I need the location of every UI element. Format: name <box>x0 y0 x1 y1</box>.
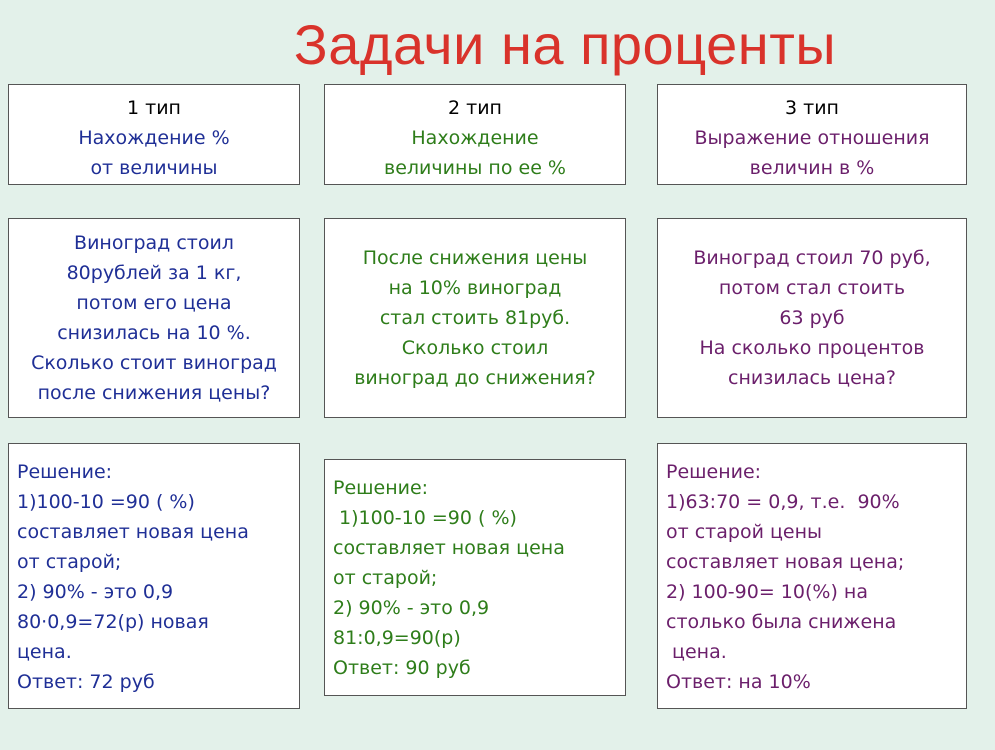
task-line: на 10% виноград <box>388 277 562 299</box>
task-line: виноград до снижения? <box>354 367 596 389</box>
type-label: 1 тип <box>127 97 181 119</box>
task-line: Виноград стоил <box>74 232 234 254</box>
solution-line: 1)63:70 = 0,9, т.е. 90% <box>666 491 900 513</box>
type-desc-line: Нахождение <box>411 127 539 149</box>
task-line: 63 руб <box>779 307 845 329</box>
solution-line: цена. <box>17 641 72 663</box>
solution-line: столько была снижена <box>666 611 897 633</box>
task-line: стал стоить 81руб. <box>379 307 571 329</box>
type-header-1 <box>8 84 300 185</box>
type-desc-line: величин в % <box>749 157 875 179</box>
task-line: На сколько процентов <box>699 337 925 359</box>
solution-line: 80·0,9=72(р) новая <box>17 611 209 633</box>
solution-box-2 <box>324 459 626 696</box>
type-desc-line: Нахождение % <box>78 127 230 149</box>
type-desc-line: величины по ее % <box>384 157 566 179</box>
solution-line: Ответ: 72 руб <box>17 671 155 693</box>
type-label: 3 тип <box>785 97 839 119</box>
task-line: после снижения цены? <box>37 382 271 404</box>
task-line: снизилась цена? <box>728 367 896 389</box>
task-line: Виноград стоил 70 руб, <box>693 247 931 269</box>
page-title: Задачи на проценты <box>293 13 837 76</box>
task-line: Сколько стоит виноград <box>31 352 277 374</box>
task-box-1 <box>8 218 300 418</box>
task-line: снизилась на 10 %. <box>57 322 251 344</box>
task-line: 80рублей за 1 кг, <box>66 262 242 284</box>
type-desc-line: от величины <box>90 157 218 179</box>
solution-line: цена. <box>666 641 727 663</box>
solution-line: Ответ: на 10% <box>666 671 811 693</box>
solution-line: от старой цены <box>666 521 823 543</box>
solution-line: от старой; <box>333 567 438 589</box>
solution-line: 1)100-10 =90 ( %) <box>333 507 517 529</box>
solution-line: 2) 90% - это 0,9 <box>17 581 174 603</box>
solution-line: составляет новая цена; <box>666 551 905 573</box>
solution-line: от старой; <box>17 551 122 573</box>
solution-line: 2) 100-90= 10(%) на <box>666 581 868 603</box>
task-box-3 <box>657 218 967 418</box>
solution-line: Ответ: 90 руб <box>333 657 471 679</box>
type-header-2 <box>324 84 626 185</box>
task-line: После снижения цены <box>362 247 588 269</box>
solution-line: Решение: <box>666 461 762 483</box>
solution-line: составляет новая цена <box>17 521 249 543</box>
solution-line: 81:0,9=90(р) <box>333 627 461 649</box>
solution-line: Решение: <box>333 477 429 499</box>
type-desc-line: Выражение отношения <box>694 127 930 149</box>
solution-line: 1)100-10 =90 ( %) <box>17 491 195 513</box>
solution-box-1 <box>8 443 300 709</box>
task-line: потом стал стоить <box>718 277 906 299</box>
solution-line: 2) 90% - это 0,9 <box>333 597 490 619</box>
solution-line: Решение: <box>17 461 113 483</box>
type-header-3 <box>657 84 967 185</box>
solution-line: составляет новая цена <box>333 537 565 559</box>
task-line: Сколько стоил <box>401 337 549 359</box>
type-label: 2 тип <box>448 97 502 119</box>
task-box-2 <box>324 218 626 418</box>
task-line: потом его цена <box>76 292 232 314</box>
solution-box-3 <box>657 443 967 709</box>
